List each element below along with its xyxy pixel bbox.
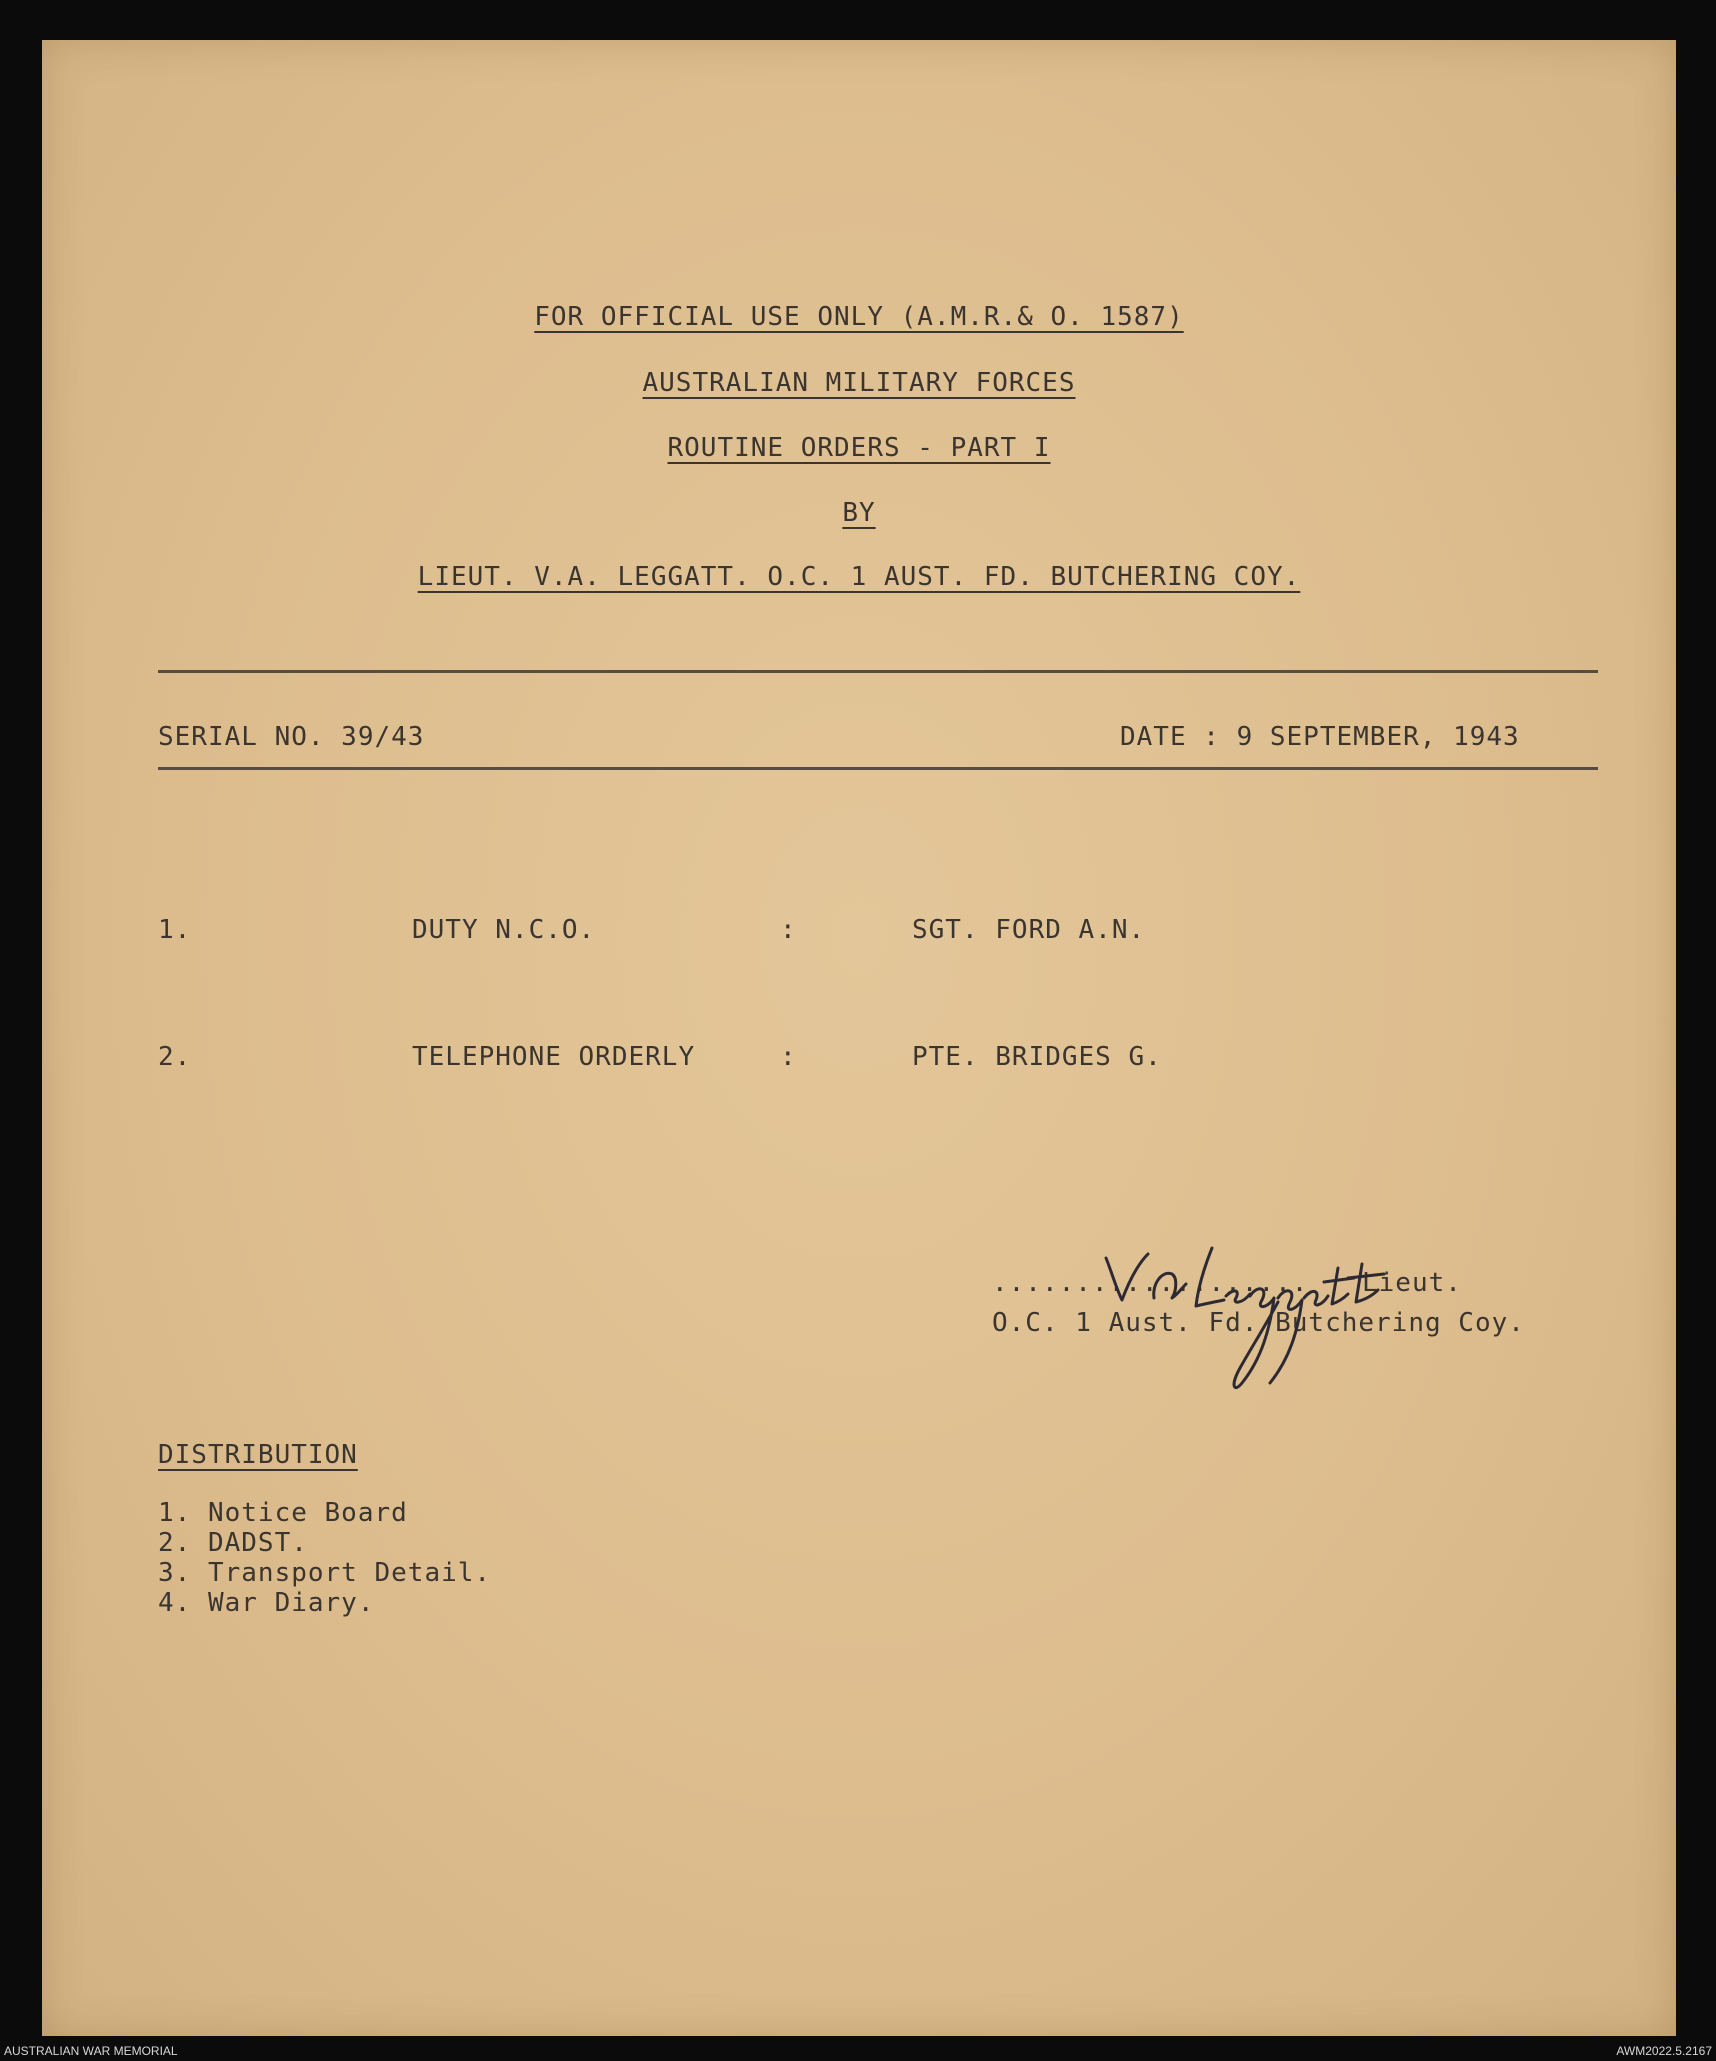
distribution-heading: DISTRIBUTION (158, 1440, 358, 1470)
order-number: 2. (158, 1042, 192, 1072)
list-item: 1. Notice Board (158, 1498, 408, 1528)
header-official-use: FOR OFFICIAL USE ONLY (A.M.R.& O. 1587) (534, 302, 1184, 332)
order-date: DATE : 9 SEPTEMBER, 1943 (1120, 722, 1520, 752)
bottom-rule (158, 767, 1598, 770)
signature-rank: Lieut. (1362, 1268, 1462, 1298)
header-by: BY (842, 498, 876, 528)
order-name: SGT. FORD A.N. (912, 915, 1146, 945)
top-rule (158, 670, 1598, 673)
list-item: 2. DADST. (158, 1528, 308, 1558)
document-paper (42, 40, 1676, 2036)
serial-number: SERIAL NO. 39/43 (158, 722, 425, 752)
signature-dots: ................... (992, 1268, 1309, 1298)
order-name: PTE. BRIDGES G. (912, 1042, 1162, 1072)
handwritten-signature (1092, 1218, 1422, 1408)
order-duty: TELEPHONE ORDERLY (412, 1042, 696, 1072)
order-duty: DUTY N.C.O. (412, 915, 596, 945)
header-routine-orders: ROUTINE ORDERS - PART I (667, 433, 1051, 463)
footer-accession-number: AWM2022.5.2167 (1616, 2044, 1712, 2058)
order-separator: : (780, 915, 797, 945)
signature-unit: O.C. 1 Aust. Fd. Butchering Coy. (992, 1308, 1525, 1338)
header-issuer: LIEUT. V.A. LEGGATT. O.C. 1 AUST. FD. BUTCHERING COY. (417, 562, 1301, 592)
list-item: 3. Transport Detail. (158, 1558, 492, 1588)
list-item: 4. War Diary. (158, 1588, 375, 1618)
footer-institution: AUSTRALIAN WAR MEMORIAL (4, 2044, 178, 2058)
header-forces: AUSTRALIAN MILITARY FORCES (642, 368, 1076, 398)
order-separator: : (780, 1042, 797, 1072)
order-number: 1. (158, 915, 192, 945)
